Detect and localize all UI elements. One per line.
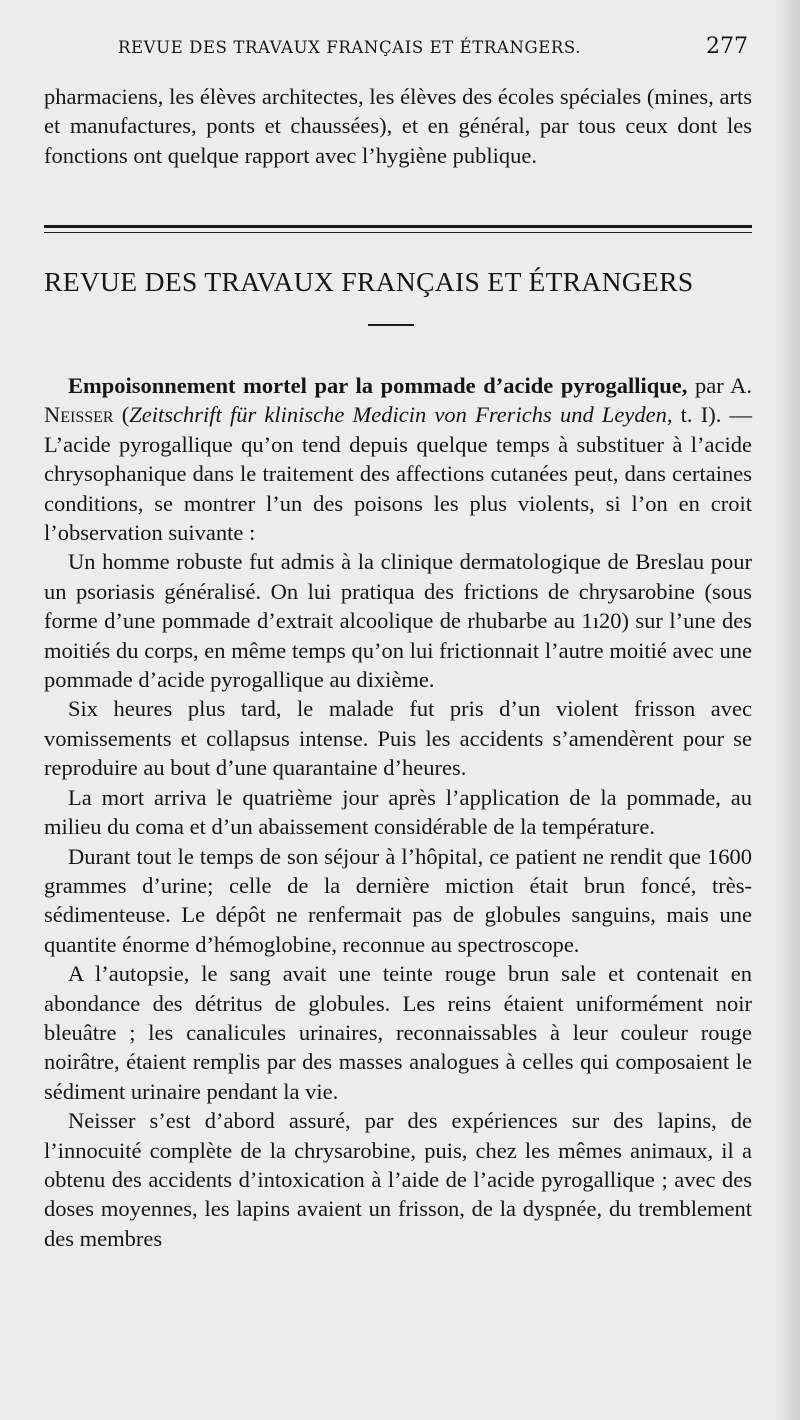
article-lead-paragraph — [44, 371, 752, 547]
source-open-paren: ( — [121, 402, 130, 428]
article-intro: — L’acide pyrogallique qu’on tend depuis quelque temps à substituer à l’acide chrysophanique dans le traitement des affections cutanées peut, dans certaines conditions, se montrer l’un des poisons les plus violents, si l’on en croit l’observation suivante : — [44, 402, 753, 546]
article-paragraph: Durant tout le temps de son séjour à l’hôpital, ce patient ne rendit que 1600 grammes d’urine; celle de la dernière miction était brun foncé, très-sédimenteuse. Le dépôt ne renfermait pas de globules sanguins, mais une quantite énorme d’hémoglobine, reconnue au spectroscope. — [44, 843, 752, 957]
article-paragraph: Neisser s’est d’abord assuré, par des expériences sur des lapins, de l’innocuité complète de la chrysarobine, puis, chez les mêmes animaux, il a obtenu des accidents d’intoxication à l’aide de l’acide pyrogallique ; avec des doses moyennes, les lapins avaient un frisson, de la dyspnée, du tremblement des membres — [44, 1108, 752, 1251]
running-header — [118, 34, 748, 59]
article-paragraph: La mort arriva le quatrième jour après l’application de la pommade, au milieu du coma et d’un abaissement considérable de la température. — [44, 784, 752, 840]
page-number: 277 — [706, 34, 748, 59]
article-paragraph: A l’autopsie, le sang avait une teinte rouge brun sale et contenait en abondance des détritus de globules. Les reins étaient uniformément noir bleuâtre ; les canalicules urinaires, reconnaissables à leur couleur rouge noirâtre, étaient remplis par des masses analogues à celles qui composaient le sédiment urinaire pendant la vie. — [44, 961, 752, 1104]
section-title: REVUE DES TRAVAUX FRANÇAIS ET ÉTRANGERS — [44, 266, 694, 297]
article — [44, 371, 752, 1253]
page-edge-shadow — [774, 0, 800, 1420]
article-by: par A. — [695, 373, 752, 398]
section-divider-thin — [44, 232, 752, 233]
source-volume: t. I). — [680, 402, 722, 428]
article-author: Neisser — [44, 402, 114, 428]
article-paragraph: Un homme robuste fut admis à la clinique dermatologique de Breslau pour un psoriasis généralisé. On lui pratiqua des frictions de chrysarobine (sous forme d’une pommade d’extrait alcoolique de rhubarbe au 1ı20) sur l’une des moitiés du corps, en même temps qu’on lui frictionnait l’autre moitié avec une pommade d’acide pyrogallique au dixième. — [44, 549, 752, 693]
source-journal: Zeitschrift für klinische Medicin von Frerichs und Leyden, — [129, 402, 673, 428]
running-title: REVUE DES TRAVAUX FRANÇAIS ET ÉTRANGERS. — [118, 38, 582, 57]
section-title-rule — [368, 324, 414, 326]
article-paragraph: Six heures plus tard, le malade fut pris d’un violent frisson avec vomissements et collapsus intense. Puis les accidents s’amendèrent pour se reproduire au bout d’une quarantaine d’heures. — [44, 696, 752, 781]
continued-paragraph: pharmaciens, les élèves architectes, les élèves des écoles spéciales (mines, arts et manufactures, ponts et chaussées), et en général, par tous ceux dont les fonctions ont quelque rapport avec l’hygiène publique. — [44, 84, 752, 168]
article-title: Empoisonnement mortel par la pommade d’acide pyrogallique, — [68, 373, 688, 398]
section-divider-thick — [44, 225, 752, 228]
